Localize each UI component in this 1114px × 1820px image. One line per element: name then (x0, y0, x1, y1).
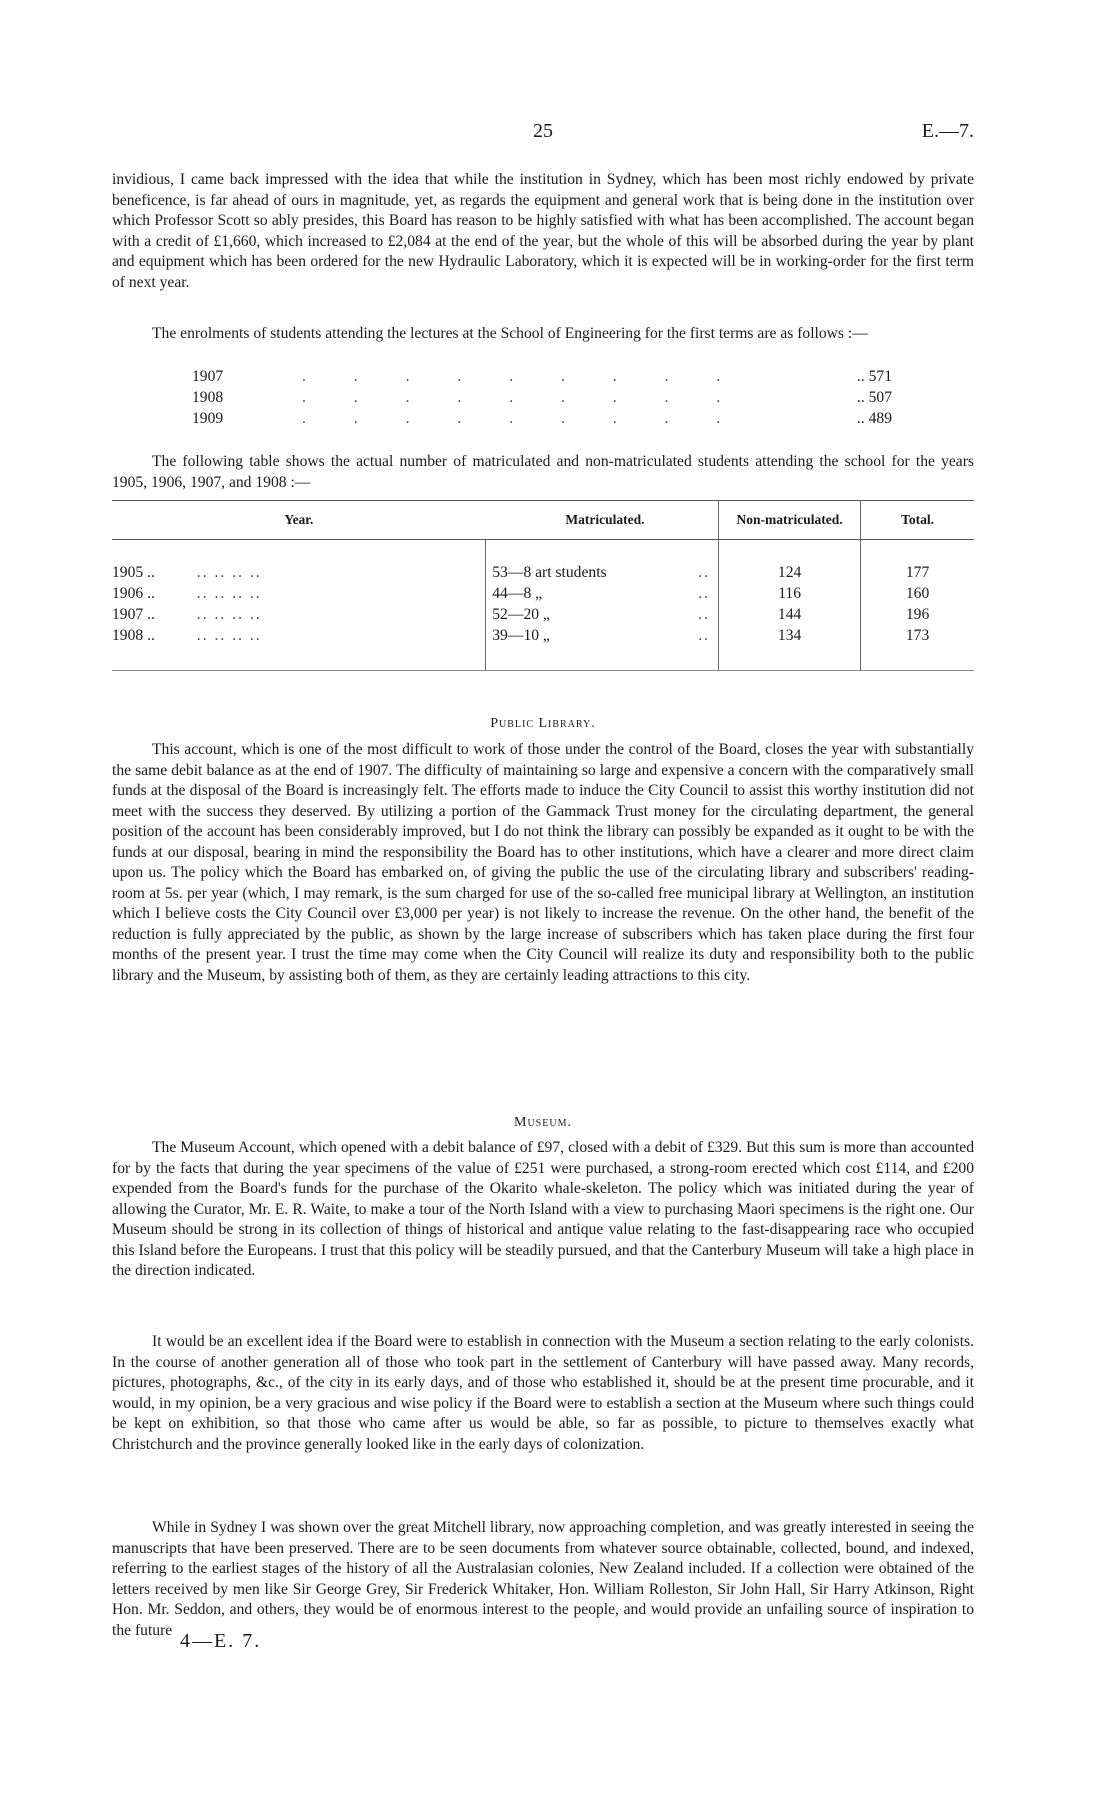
col-header-year: Year. (112, 501, 486, 540)
col-header-matriculated: Matriculated. (486, 501, 719, 540)
dot-leader: . . . . . . . . . (302, 368, 743, 385)
non-matriculated-cell: 116 (719, 583, 861, 604)
table-row (112, 625, 974, 671)
enrolments-intro: The enrolments of students attending the lectures at the School of Engineering for the first terms are as follows :— (152, 325, 868, 342)
col-header-non-matriculated: Non-matriculated. (719, 501, 861, 540)
enrolment-year: 1909 (192, 410, 224, 427)
col-header-total: Total. (861, 501, 974, 540)
table-intro: The following table shows the actual number of matriculated and non-matriculated students attending the school for the years 1905, 1906, 1907, and 1908 :— (112, 453, 974, 491)
matriculated-cell: 53—8 art students .. (486, 540, 719, 584)
intro-paragraph: invidious, I came back impressed with the idea that while the institution in Sydney, which has been most richly endowed by private beneficence, is far ahead of ours in magnitude, yet, as regards the equipment and general work that is being done in the institution over which Professor Scott so ably presides, this Board has reason to be highly satisfied with what has been accomplished. The account began with a credit of £1,660, which increased to £2,084 at the end of the year, but the whole of this will be absorbed during the year by plant and equipment which has been ordered for the new Hydraulic Laboratory, which it is expected will be in working-order for the first term of next year. (112, 171, 974, 291)
enrolment-row (192, 389, 892, 409)
footer-signature: 4—E. 7. (180, 1630, 262, 1652)
total-cell: 160 (861, 583, 974, 604)
matriculated-cell: 39—10 „ .. (486, 625, 719, 671)
enrolment-value: .. 507 (856, 389, 892, 406)
document-reference: E.—7. (921, 120, 974, 142)
section-title-museum: Museum. (514, 1115, 572, 1130)
enrolment-value: .. 489 (856, 410, 892, 427)
total-cell: 173 (861, 625, 974, 671)
students-table (112, 500, 974, 671)
enrolment-value: .. 571 (856, 368, 892, 385)
museum-paragraph-2: It would be an excellent idea if the Board were to establish in connection with the Museum a section relating to the early colonists. In the course of another generation all of those who took part in the settlement of Canterbury will have passed away. Many records, pictures, photographs, &c., of the city in its early days, and of those who established it, should be at the present time procurable, and it would, in my opinion, be a very gracious and wise policy if the Board were to establish a section at the Museum where such things could be kept on exhibition, so that those who came after us would be able, so far as possible, to picture to themselves exactly what Christchurch and the province generally looked like in the early days of colonization. (112, 1333, 974, 1453)
enrolment-year: 1907 (192, 368, 224, 385)
dot-leader: . . . . . . . . . (302, 410, 743, 427)
museum-paragraph-1: The Museum Account, which opened with a debit balance of £97, closed with a debit of £329. But this sum is more than accounted for by the facts that during the year specimens of the value of £251 were purchased, a strong-room erected which cost £114, and £200 expended from the Board's funds for the purchase of the Okarito whale-skeleton. The policy which was initiated during the year of allowing the Curator, Mr. E. R. Waite, to make a tour of the North Island with a view to purchasing Maori specimens is the right one. Our Museum should be strong in its collection of things of historical and antique value relating to the fast-disappearing race who occupied this Island before the Europeans. I trust that this policy will be steadily pursued, and that the Canterbury Museum will take a high place in the direction indicated. (112, 1139, 974, 1279)
table-row (112, 540, 974, 584)
matriculated-cell: 44—8 „ .. (486, 583, 719, 604)
table-row (112, 604, 974, 625)
enrolment-year: 1908 (192, 389, 224, 406)
section-title-public-library: Public Library. (490, 716, 596, 731)
non-matriculated-cell: 144 (719, 604, 861, 625)
table-row (112, 583, 974, 604)
non-matriculated-cell: 124 (719, 540, 861, 584)
enrolment-row (192, 368, 892, 388)
total-cell: 177 (861, 540, 974, 584)
table-header-row (112, 501, 974, 540)
enrolment-row (192, 410, 892, 430)
total-cell: 196 (861, 604, 974, 625)
matriculated-cell: 52—20 „ .. (486, 604, 719, 625)
page-header (112, 120, 974, 144)
year-cell: 1907 .. .. .. .. .. (112, 605, 262, 623)
document-page (112, 0, 974, 1820)
public-library-paragraph: This account, which is one of the most difficult to work of those under the control of the Board, closes the year with substantially the same debit balance as at the end of 1907. The difficulty of maintaining so large and expensive a concern with the comparatively small funds at the disposal of the Board is increasingly felt. The efforts made to induce the City Council to assist this worthy institution did not meet with the success they deserved. By utilizing a portion of the Gammack Trust money for the circulating department, the general position of the account has been considerably improved, but I do not think the library can possibly be expanded as it ought to be with the funds at our disposal, bearing in mind the responsibility the Board has to other institutions, which have a clearer and more direct claim upon us. The policy which the Board has embarked on, of giving the public the use of the circulating library and subscribers' reading-room at 5s. per year (which, I may remark, is the sum charged for use of the so-called free municipal library at Wellington, an institution which I believe costs the City Council over £3,000 per year) is not likely to increase the revenue. On the other hand, the benefit of the reduction is fully appreciated by the public, as shown by the large increase of subscribers which has taken place during the first four months of the present year. I trust the time may come when the City Council will realize its duty and responsibility both to the public library and the Museum, by assisting both of them, as they are certainly leading attractions to this city. (112, 741, 974, 984)
dot-leader: . . . . . . . . . (302, 389, 743, 406)
non-matriculated-cell: 134 (719, 625, 861, 671)
year-cell: 1906 .. .. .. .. .. (112, 584, 262, 602)
year-cell: 1908 .. .. .. .. .. (112, 625, 486, 671)
page-number: 25 (533, 120, 553, 142)
year-cell: 1905 .. .. .. .. .. (112, 563, 262, 581)
museum-paragraph-3: While in Sydney I was shown over the great Mitchell library, now approaching completion, and was greatly interested in seeing the manuscripts that have been preserved. There are to be seen documents from whatever source obtainable, collected, bound, and indexed, referring to the earliest stages of the history of all the Australasian colonies, New Zealand included. If a collection were obtained of the letters received by men like Sir George Grey, Sir Frederick Whitaker, Hon. William Rolleston, Sir John Hall, Sir Harry Atkinson, Right Hon. Mr. Seddon, and others, they would be of enormous interest to the people, and would provide an unfailing source of inspiration to the future (112, 1519, 974, 1639)
